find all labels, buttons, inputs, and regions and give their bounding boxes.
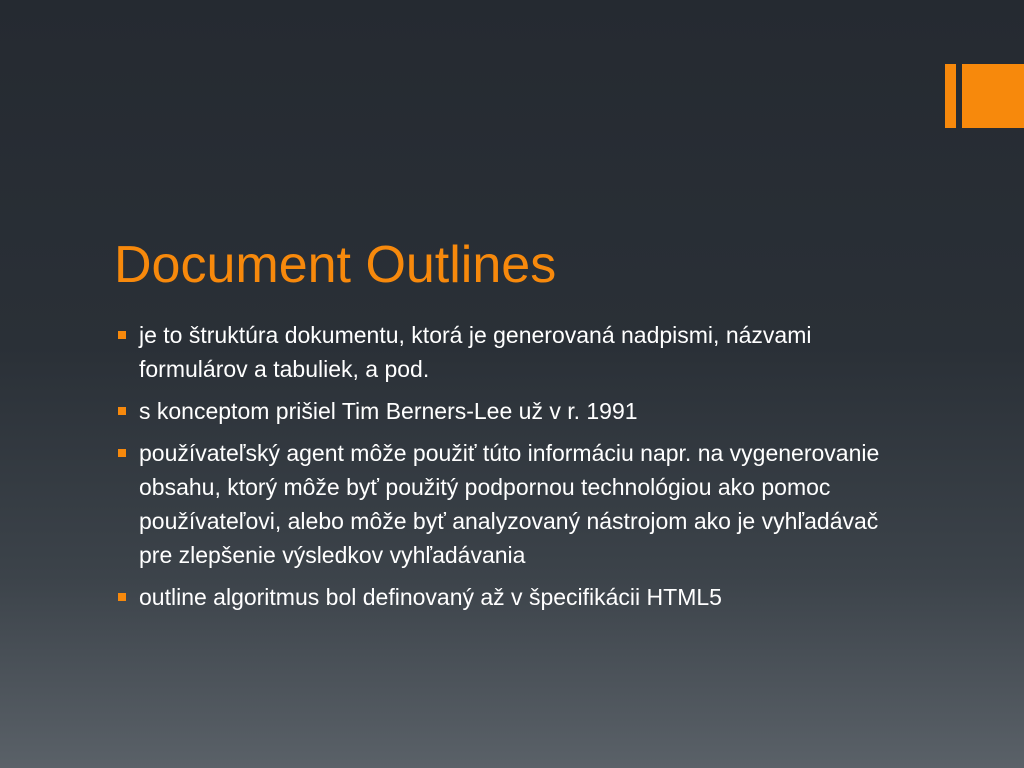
bullet-item xyxy=(117,394,897,428)
accent-bar-wide xyxy=(962,64,1024,128)
slide-title: Document Outlines xyxy=(114,236,557,294)
bullet-square-icon xyxy=(118,407,126,415)
bullet-item xyxy=(117,436,897,572)
bullet-text: je to štruktúra dokumentu, ktorá je generovaná nadpismi, názvami formulárov a tabuliek, a pod. xyxy=(139,322,812,382)
accent-bar-thin xyxy=(945,64,956,128)
bullet-square-icon xyxy=(118,593,126,601)
bullet-square-icon xyxy=(118,449,126,457)
bullet-text: používateľský agent môže použiť túto informáciu napr. na vygenerovanie obsahu, ktorý môže byť použitý podpornou technológiou ako pomoc používateľovi, alebo môže byť analyzovaný nástrojom ako je vyhľadávač pre zlepšenie výsledkov vyhľadávania xyxy=(139,440,880,568)
bullet-text: s konceptom prišiel Tim Berners-Lee už v r. 1991 xyxy=(139,398,638,424)
bullet-square-icon xyxy=(118,331,126,339)
bullet-list xyxy=(117,318,897,622)
bullet-text: outline algoritmus bol definovaný až v špecifikácii HTML5 xyxy=(139,584,722,610)
bullet-item xyxy=(117,580,897,614)
bullet-item xyxy=(117,318,897,386)
